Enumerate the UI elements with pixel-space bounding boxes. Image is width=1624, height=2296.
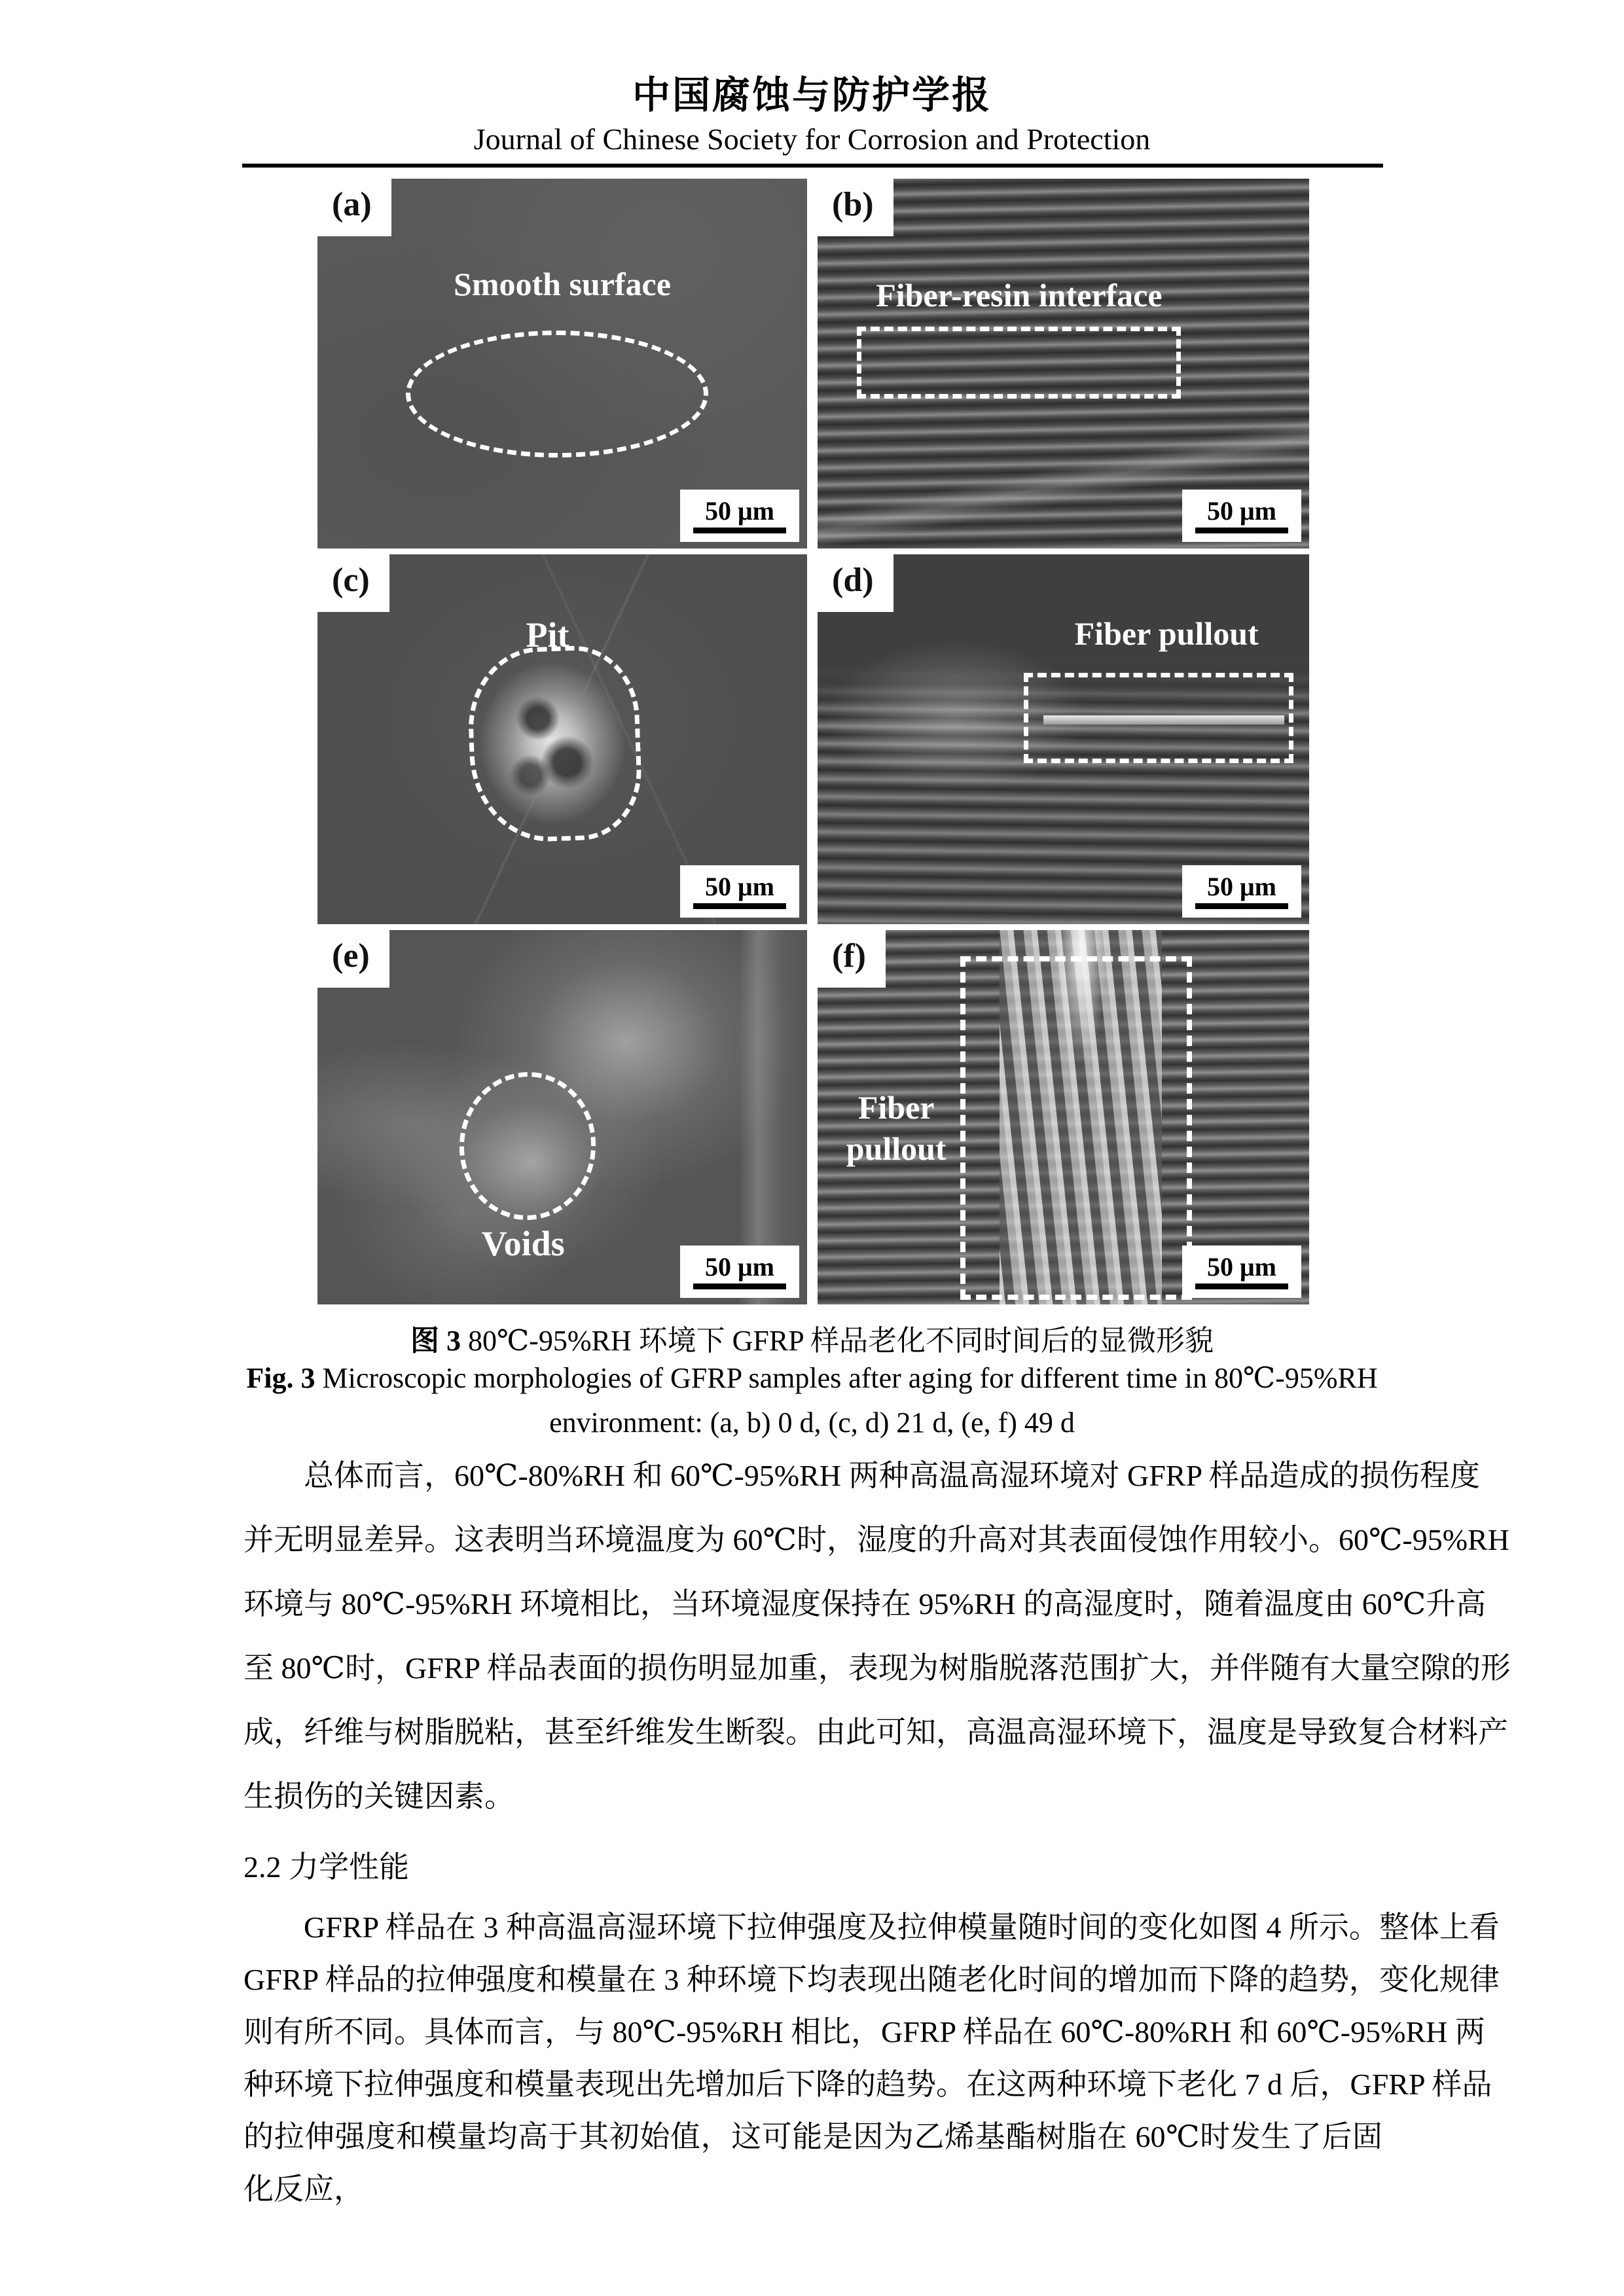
- sem-panel-d: [818, 554, 1309, 924]
- panel-label: (f): [818, 930, 886, 988]
- text-line: 环境与 80℃-95%RH 环境相比，当环境湿度保持在 95%RH 的高湿度时，随着温度由 60℃升高: [244, 1587, 1487, 1621]
- scale-bar-label: 50 μm: [1207, 496, 1276, 526]
- scale-bar: [680, 865, 799, 918]
- paragraph-1: [244, 1444, 1511, 1829]
- text-line: 并无明显差异。这表明当环境温度为 60℃时，湿度的升高对其表面侵蚀作用较小。60℃-95%RH: [244, 1523, 1509, 1556]
- text-line: 种环境下拉伸强度和模量表现出先增加后下降的趋势。在这两种环境下老化 7 d 后，GFRP 样品: [244, 2068, 1492, 2101]
- scale-bar: [680, 1246, 799, 1298]
- panel-label: (c): [317, 554, 389, 612]
- scale-bar-label: 50 μm: [705, 496, 774, 526]
- figure-caption-zh-text: 80℃-95%RH 环境下 GFRP 样品老化不同时间后的显微形貌: [467, 1325, 1214, 1357]
- journal-title-en: Journal of Chinese Society for Corrosion and Protection: [473, 122, 1151, 156]
- text-line: 的拉伸强度和模量均高于其初始值，这可能是因为乙烯基酯树脂在 60℃时发生了后固化反应，: [244, 2120, 1382, 2206]
- scale-bar-label: 50 μm: [705, 872, 774, 901]
- scale-bar: [1182, 865, 1301, 918]
- scale-bar: [680, 490, 799, 542]
- scale-bar-label: 50 μm: [1207, 872, 1276, 901]
- scale-bar-line: [693, 903, 786, 909]
- fiber-pullout-dashed-rectangle: [1024, 673, 1293, 763]
- scale-bar-label: 50 μm: [1207, 1252, 1276, 1282]
- scale-bar-line: [1195, 528, 1288, 533]
- scale-bar-line: [1195, 1283, 1288, 1289]
- scale-bar: [1182, 490, 1301, 542]
- scale-bar-label: 50 μm: [705, 1252, 774, 1282]
- text-line: 至 80℃时，GFRP 样品表面的损伤明显加重，表现为树脂脱落范围扩大，并伴随有大量空隙的形: [244, 1651, 1511, 1685]
- scale-bar-line: [693, 1283, 786, 1289]
- sem-panel-c: [317, 554, 807, 924]
- scale-bar-line: [1195, 903, 1288, 909]
- annotation-voids: Voids: [481, 1224, 565, 1264]
- text-line: 则有所不同。具体而言，与 80℃-95%RH 相比，GFRP 样品在 60℃-80%RH 和 60℃-95%RH 两: [244, 2015, 1485, 2049]
- sem-panel-e: [317, 930, 807, 1304]
- annotation-smooth-surface: Smooth surface: [454, 265, 671, 302]
- voids-dashed-circle: [454, 1067, 601, 1225]
- panel-label: (a): [317, 179, 391, 236]
- scale-bar: [1182, 1246, 1301, 1298]
- scale-bar-line: [693, 528, 786, 533]
- annotation-fiber-resin-interface: Fiber-resin interface: [876, 276, 1163, 314]
- text-line: 总体而言，60℃-80%RH 和 60℃-95%RH 两种高温高湿环境对 GFRP 样品造成的损伤程度: [304, 1459, 1480, 1492]
- annotation-pit: Pit: [526, 615, 569, 655]
- smooth-surface-dashed-ellipse: [406, 331, 709, 458]
- figure-caption-en-text: Microscopic morphologies of GFRP samples after aging for different time in 80℃-95%RH: [322, 1362, 1378, 1394]
- header-rule: [242, 164, 1383, 168]
- annotation-fiber-pullout: Fiber pullout: [846, 1089, 947, 1167]
- fiber-pullout-dashed-rectangle: [960, 956, 1192, 1300]
- text-line: GFRP 样品在 3 种高温高湿环境下拉伸强度及拉伸模量随时间的变化如图 4 所示。整体上看: [304, 1910, 1500, 1944]
- text-line: 成，纤维与树脂脱粘，甚至纤维发生断裂。由此可知，高温高湿环境下，温度是导致复合材料产: [244, 1715, 1508, 1749]
- figure-caption-en-line2: environment: (a, b) 0 d, (c, d) 21 d, (e, f) 49 d: [549, 1407, 1075, 1439]
- figure-caption-en-line1: [0, 1361, 1624, 1395]
- sem-panel-a: [317, 179, 807, 548]
- paragraph-2: [244, 1901, 1500, 2206]
- figure-caption-zh-label: 图 3: [410, 1325, 461, 1357]
- figure-caption-zh: [0, 1317, 1624, 1359]
- fiber-resin-dashed-rectangle: [857, 327, 1181, 399]
- text-line: 生损伤的关键因素。: [244, 1780, 514, 1813]
- panel-label: (e): [317, 930, 389, 988]
- sem-panel-f: [818, 930, 1309, 1304]
- figure-caption-en-label: Fig. 3: [246, 1362, 316, 1394]
- panel-label: (b): [818, 179, 893, 236]
- panel-label: (d): [818, 554, 893, 612]
- section-heading-2-2: 2.2 力学性能: [244, 1850, 409, 1884]
- text-line: GFRP 样品的拉伸强度和模量在 3 种环境下均表现出随老化时间的增加而下降的趋势，变化规律: [244, 1963, 1500, 1996]
- annotation-fiber-pullout: Fiber pullout: [1074, 615, 1259, 653]
- pit-dashed-outline: [466, 644, 643, 844]
- sem-panel-b: [818, 179, 1309, 548]
- journal-title-zh: 中国腐蚀与防护学报: [632, 74, 992, 117]
